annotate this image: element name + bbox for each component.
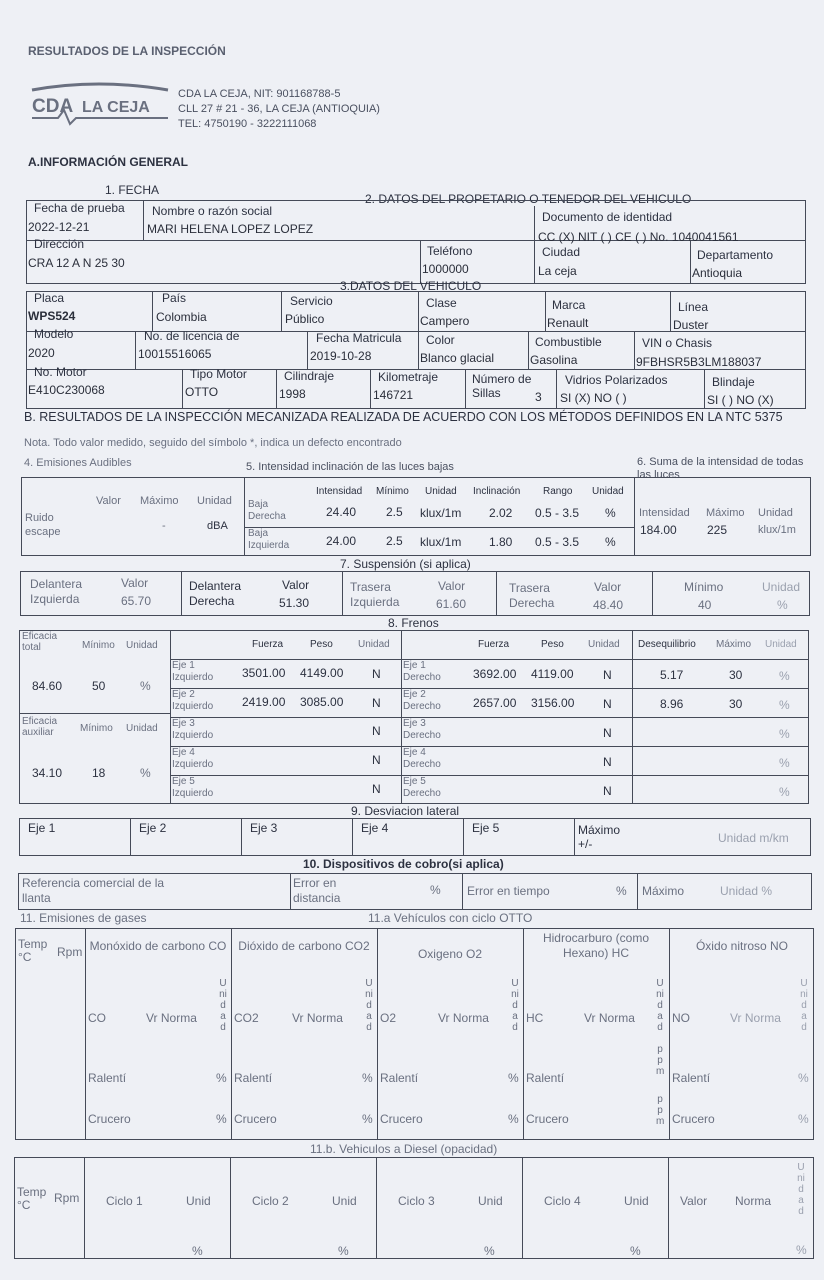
documento-label: Documento de identidad — [542, 210, 673, 224]
cobro-error-tiempo: Error en tiempo — [467, 884, 550, 898]
gas-code: NO — [672, 1011, 690, 1025]
gas-vr-norma: Vr Norma — [438, 1011, 489, 1025]
vin-value: 9FBHSR5B3LM188037 — [636, 355, 762, 369]
tipo-motor-value: OTTO — [185, 385, 219, 399]
vidrios-label: Vidrios Polarizados — [565, 373, 668, 387]
freno-deseq: 5.17 — [660, 668, 684, 682]
diesel-ciclo: Ciclo 2 — [252, 1194, 289, 1208]
luces-cell: 0.5 - 3.5 — [535, 535, 580, 549]
gas-crucero: Crucero — [380, 1112, 423, 1126]
diesel-unid: Unid — [624, 1194, 649, 1208]
licencia-label: No. de licencia de — [144, 329, 240, 343]
gas-title: Hidrocarburo (como Hexano) HC — [542, 931, 650, 960]
diesel-temp: Temp °C — [17, 1185, 47, 1212]
eficacia-total: 84.60 — [32, 679, 63, 693]
nombre-value: MARI HELENA LOPEZ LOPEZ — [147, 222, 314, 236]
diesel-ciclo: Ciclo 4 — [544, 1194, 581, 1208]
luces-cell: 2.5 — [386, 534, 403, 548]
gases-title: 11. Emisiones de gases — [20, 911, 147, 925]
freno-unidad: N — [603, 755, 612, 769]
luces-cell: klux/1m — [420, 535, 462, 549]
freno-peso: 3156.00 — [531, 696, 575, 710]
frenos-h-unidad-d: Unidad — [588, 639, 620, 650]
freno-eje-label: Eje 2 Izquierdo — [172, 689, 214, 712]
gas-unidad-vert: Unidad — [800, 978, 808, 1033]
gas-ralenti: Ralentí — [380, 1071, 419, 1085]
suspension-valor: 51.30 — [279, 596, 310, 610]
freno-eje-label: Eje 5 Izquierdo — [172, 776, 214, 799]
matricula-value: 2019-10-28 — [310, 349, 372, 363]
frenos-h-fuerza-d: Fuerza — [478, 639, 510, 650]
diesel-pct: % — [630, 1244, 641, 1258]
pais-value: Colombia — [156, 310, 207, 324]
suma-intensidad: 184.00 — [640, 523, 677, 537]
gas-ralenti: Ralentí — [526, 1071, 565, 1085]
diesel-unid: Unid — [478, 1194, 503, 1208]
gas-unidad-vert: Unidad — [656, 978, 664, 1033]
tipo-motor-label: Tipo Motor — [190, 367, 247, 381]
suspension-valor: 61.60 — [436, 597, 467, 611]
freno-u: % — [779, 698, 790, 712]
cobro-pct: % — [616, 884, 627, 898]
gases-rpm: Rpm — [57, 945, 83, 959]
eficacia-minimo-label: Mínimo — [82, 640, 115, 651]
gas-unidad-vert: Unidad — [511, 978, 519, 1033]
luces-cell: % — [605, 506, 616, 520]
audibles-unidad: dBA — [207, 520, 228, 532]
suspension-valor: 48.40 — [593, 598, 624, 612]
color-label: Color — [426, 333, 455, 347]
frenos-h-peso: Peso — [310, 639, 333, 650]
freno-eje-label: Eje 4 Izquierdo — [172, 747, 214, 770]
audibles-maximo-label: Máximo — [140, 495, 179, 507]
freno-fuerza: 3692.00 — [473, 667, 517, 681]
freno-unidad: N — [603, 726, 612, 740]
luces-row-label: Baja Izquierda — [248, 528, 290, 551]
section-general: A.INFORMACIÓN GENERAL — [28, 155, 188, 169]
eficacia-unidad-label: Unidad — [126, 640, 158, 651]
frenos-h-fuerza: Fuerza — [252, 639, 284, 650]
marca-value: Renault — [547, 316, 589, 330]
modelo-label: Modelo — [34, 327, 74, 341]
eficacia-aux: 34.10 — [32, 766, 63, 780]
ciudad-label: Ciudad — [542, 245, 581, 259]
gas-crucero: Crucero — [672, 1112, 715, 1126]
diesel-valor: Valor — [680, 1194, 708, 1208]
departamento-label: Departamento — [697, 248, 774, 262]
suspension-item-label: Trasera Derecha — [509, 581, 555, 610]
luces-cell: 2.02 — [489, 506, 513, 520]
sillas-value: 3 — [535, 390, 542, 404]
suspension-unidad-label: Unidad — [762, 580, 801, 594]
eficacia-aux-unit: % — [140, 766, 151, 780]
luces-h-rango: Rango — [543, 486, 573, 497]
luces-h-minimo: Mínimo — [376, 486, 409, 497]
telefono-label: Teléfono — [427, 244, 473, 258]
freno-eje-label: Eje 3 Derecho — [403, 718, 441, 741]
gas-ppm-vert: ppm — [656, 1044, 665, 1077]
luces-cell: 1.80 — [489, 535, 513, 549]
resultados-nota: Nota. Todo valor medido, seguido del símbolo *, indica un defecto encontrado — [24, 437, 402, 449]
gas-title: Dióxido de carbono CO2 — [238, 939, 370, 953]
propietario-title: 2. DATOS DEL PROPETARIO O TENEDOR DEL VEHICULO — [365, 192, 692, 206]
sillas-label: Número de Sillas — [472, 372, 532, 400]
desviacion-eje: Eje 3 — [250, 821, 278, 835]
suspension-valor-label: Valor — [438, 579, 466, 593]
freno-u: % — [779, 727, 790, 741]
company-logo — [28, 80, 174, 126]
diesel-unidad-vert: Unidad — [797, 1162, 805, 1217]
freno-unidad: N — [372, 782, 381, 796]
gas-code: O2 — [380, 1011, 397, 1025]
diesel-rpm: Rpm — [54, 1191, 80, 1205]
kilometraje-value: 146721 — [373, 388, 414, 402]
desviacion-eje: Eje 5 — [472, 821, 500, 835]
freno-fuerza: 2419.00 — [242, 695, 286, 709]
servicio-label: Servicio — [290, 294, 333, 308]
cilindraje-label: Cilindraje — [284, 369, 335, 383]
telefono-value: 1000000 — [422, 262, 469, 276]
freno-eje-label: Eje 1 Izquierdo — [172, 660, 214, 683]
modelo-value: 2020 — [28, 346, 55, 360]
gas-unit: % — [216, 1071, 227, 1085]
desviacion-eje: Eje 4 — [361, 821, 389, 835]
suma-title: 6. Suma de la intensidad de todas las luces — [637, 456, 804, 481]
gas-code: CO — [88, 1011, 106, 1025]
freno-unidad: N — [372, 696, 381, 710]
gas-ppm-vert: ppm — [656, 1094, 665, 1127]
cobro-error-distancia: Error en distancia — [293, 876, 341, 905]
freno-peso: 4119.00 — [531, 667, 574, 681]
gases-otto-title: 11.a Vehículos con ciclo OTTO — [368, 911, 533, 925]
luces-h-intensidad: Intensidad — [316, 486, 363, 497]
gas-title: Oxigeno O2 — [417, 947, 483, 961]
freno-unidad: N — [372, 753, 381, 767]
suspension-valor: 65.70 — [121, 594, 152, 608]
vidrios-value: SI (X) NO ( ) — [560, 391, 627, 405]
nombre-label: Nombre o razón social — [152, 204, 273, 218]
color-value: Blanco glacial — [420, 351, 495, 365]
audibles-valor-label: Valor — [96, 495, 121, 507]
suma-h-unidad: Unidad — [758, 507, 793, 519]
luces-h-unidad2: Unidad — [592, 486, 624, 497]
svg-text:LA CEJA: LA CEJA — [82, 99, 150, 116]
desviacion-unidad: Unidad m/km — [718, 831, 789, 845]
gas-unit: % — [216, 1112, 227, 1126]
frenos-h-unidad-r: Unidad — [765, 639, 797, 650]
vehiculo-title: 3.DATOS DEL VEHICULO — [340, 279, 482, 293]
freno-u: % — [779, 669, 790, 683]
gas-unit: % — [798, 1071, 809, 1085]
cobro-pct: % — [430, 883, 441, 897]
eficacia-aux-min: 18 — [92, 766, 106, 780]
diesel-title: 11.b. Vehiculos a Diesel (opacidad) — [310, 1142, 498, 1156]
gas-crucero: Crucero — [526, 1112, 569, 1126]
motor-label: No. Motor — [34, 365, 87, 379]
gas-crucero: Crucero — [88, 1112, 131, 1126]
eficacia-total-label: Eficacia total — [22, 631, 58, 653]
audibles-unidad-label: Unidad — [197, 495, 232, 507]
luces-row-label: Baja Derecha — [248, 499, 286, 522]
diesel-unidad-pct: % — [796, 1243, 807, 1257]
page-title: RESULTADOS DE LA INSPECCIÓN — [28, 44, 226, 58]
freno-maximo: 30 — [729, 668, 743, 682]
ruido-escape-label: Ruido escape — [25, 512, 61, 538]
desviacion-eje: Eje 2 — [139, 821, 167, 835]
freno-u: % — [779, 785, 790, 799]
cilindraje-value: 1998 — [279, 387, 306, 401]
freno-maximo: 30 — [729, 697, 743, 711]
cobro-unidad: Unidad % — [720, 884, 773, 898]
suspension-item-label: Trasera Izquierda — [350, 580, 400, 609]
gas-code: CO2 — [234, 1011, 259, 1025]
gas-ralenti: Ralentí — [88, 1071, 127, 1085]
gas-ralenti: Ralentí — [672, 1071, 711, 1085]
fecha-prueba-value: 2022-12-21 — [28, 220, 90, 234]
luces-cell: 24.00 — [326, 534, 357, 548]
freno-unidad: N — [603, 784, 612, 798]
luces-cell: 2.5 — [386, 505, 403, 519]
freno-deseq: 8.96 — [660, 697, 684, 711]
freno-fuerza: 2657.00 — [473, 696, 517, 710]
audibles-luces-table — [21, 477, 811, 556]
suma-h-maximo: Máximo — [706, 507, 745, 519]
freno-u: % — [779, 756, 790, 770]
cobro-referencia: Referencia comercial de la llanta — [22, 876, 165, 905]
suma-h-intensidad: Intensidad — [639, 507, 690, 519]
gas-ralenti: Ralentí — [234, 1071, 273, 1085]
frenos-h-maximo: Máximo — [716, 639, 752, 650]
eficacia-aux-label: Eficacia auxiliar — [22, 716, 58, 738]
gas-unit: % — [362, 1071, 373, 1085]
freno-unidad: N — [603, 697, 612, 711]
luces-cell: 0.5 - 3.5 — [535, 506, 580, 520]
blindaje-label: Blindaje — [712, 375, 755, 389]
gas-unidad-vert: Unidad — [219, 978, 227, 1033]
diesel-norma: Norma — [735, 1194, 772, 1208]
diesel-unid: Unid — [332, 1194, 357, 1208]
combustible-label: Combustible — [535, 335, 602, 349]
linea-value: Duster — [673, 318, 709, 332]
freno-eje-label: Eje 5 Derecho — [403, 776, 441, 799]
gases-temp: Temp °C — [18, 937, 48, 964]
suspension-minimo: 40 — [698, 598, 712, 612]
combustible-value: Gasolina — [530, 353, 578, 367]
diesel-pct: % — [338, 1244, 349, 1258]
suma-maximo: 225 — [707, 523, 728, 537]
cobro-title: 10. Dispositivos de cobro(si aplica) — [303, 857, 504, 871]
desviacion-table — [19, 818, 811, 856]
frenos-h-deseq: Desequilibrio — [638, 639, 696, 650]
diesel-ciclo: Ciclo 3 — [398, 1194, 435, 1208]
frenos-h-peso-d: Peso — [541, 639, 564, 650]
desviacion-title: 9. Desviacion lateral — [351, 804, 460, 818]
frenos-title: 8. Frenos — [388, 616, 439, 630]
svg-text:CDA: CDA — [32, 96, 74, 117]
gas-unidad-vert: Unidad — [365, 978, 373, 1033]
diesel-unid: Unid — [186, 1194, 211, 1208]
freno-unidad: N — [372, 667, 381, 681]
vin-label: VIN o Chasis — [642, 336, 713, 350]
company-nit: CDA LA CEJA, NIT: 901168788-5 — [178, 88, 341, 100]
luces-cell: 24.40 — [326, 505, 357, 519]
gas-vr-norma: Vr Norma — [292, 1011, 343, 1025]
gas-vr-norma: Vr Norma — [146, 1011, 197, 1025]
luces-cell: klux/1m — [420, 506, 462, 520]
documento-value: CC (X) NIT ( ) CE ( ) No. 1040041561 — [538, 230, 739, 244]
motor-value: E410C230068 — [28, 383, 105, 397]
eficacia-total-unit: % — [140, 679, 151, 693]
suma-unidad: klux/1m — [758, 524, 796, 536]
eficacia-aux-minimo-label: Mínimo — [80, 723, 113, 734]
matricula-label: Fecha Matricula — [316, 331, 402, 345]
desviacion-eje: Eje 1 — [28, 821, 56, 835]
company-phone: TEL: 4750190 - 3222111068 — [178, 118, 317, 130]
gas-unit: % — [798, 1112, 809, 1126]
gas-unit: % — [508, 1071, 519, 1085]
marca-label: Marca — [552, 298, 586, 312]
diesel-ciclo: Ciclo 1 — [106, 1194, 143, 1208]
kilometraje-label: Kilometraje — [378, 370, 439, 384]
gas-vr-norma: Vr Norma — [730, 1011, 781, 1025]
suspension-valor-label: Valor — [121, 576, 149, 590]
freno-unidad: N — [603, 668, 612, 682]
cobro-maximo: Máximo — [642, 884, 685, 898]
freno-unidad: N — [372, 724, 381, 738]
company-address: CLL 27 # 21 - 36, LA CEJA (ANTIOQUIA) — [178, 103, 380, 115]
freno-peso: 3085.00 — [300, 695, 344, 709]
emisiones-audibles-title: 4. Emisiones Audibles — [24, 457, 132, 469]
suspension-title: 7. Suspensión (si aplica) — [340, 557, 471, 571]
placa-value: WPS524 — [28, 309, 76, 323]
freno-eje-label: Eje 4 Derecho — [403, 747, 441, 770]
freno-fuerza: 3501.00 — [242, 666, 286, 680]
clase-label: Clase — [426, 296, 457, 310]
gas-code: HC — [526, 1011, 544, 1025]
frenos-h-unidad: Unidad — [358, 639, 390, 650]
freno-eje-label: Eje 2 Derecho — [403, 689, 441, 712]
gas-crucero: Crucero — [234, 1112, 277, 1126]
suspension-minimo-label: Mínimo — [684, 580, 724, 594]
linea-label: Línea — [678, 300, 709, 314]
freno-peso: 4149.00 — [300, 666, 344, 680]
suspension-valor-label: Valor — [282, 578, 310, 592]
ciudad-value: La ceja — [538, 264, 577, 278]
suspension-valor-label: Valor — [594, 580, 622, 594]
servicio-value: Público — [285, 312, 325, 326]
freno-eje-label: Eje 3 Izquierdo — [172, 718, 214, 741]
diesel-pct: % — [192, 1244, 203, 1258]
direccion-label: Dirección — [34, 237, 85, 251]
blindaje-value: SI ( ) NO (X) — [707, 393, 774, 407]
licencia-value: 10015516065 — [138, 347, 212, 361]
eficacia-total-min: 50 — [92, 679, 106, 693]
diesel-pct: % — [484, 1244, 495, 1258]
luces-cell: % — [605, 535, 616, 549]
resultados-title: B. RESULTADOS DE LA INSPECCIÓN MECANIZADA REALIZADA DE ACUERDO CON LOS MÉTODOS DEFINIDOS EN LA NTC 5375 — [24, 410, 783, 424]
suspension-item-label: Delantera Derecha — [189, 579, 242, 608]
direccion-value: CRA 12 A N 25 30 — [28, 256, 125, 270]
gas-vr-norma: Vr Norma — [584, 1011, 635, 1025]
fecha-prueba-label: Fecha de prueba — [34, 201, 125, 215]
audibles-maximo: - — [162, 520, 166, 532]
gas-title: Monóxido de carbono CO — [89, 939, 227, 953]
clase-value: Campero — [420, 314, 470, 328]
placa-label: Placa — [34, 291, 65, 305]
fecha-title: 1. FECHA — [105, 183, 160, 197]
eficacia-aux-unidad-label: Unidad — [126, 723, 158, 734]
luces-h-unidad: Unidad — [425, 486, 457, 497]
pais-label: País — [162, 291, 187, 305]
desviacion-maximo: Máximo +/- — [578, 823, 621, 851]
suspension-unidad: % — [777, 598, 788, 612]
luces-h-inclinacion: Inclinación — [473, 486, 521, 497]
freno-eje-label: Eje 1 Derecho — [403, 660, 441, 683]
gas-unit: % — [508, 1112, 519, 1126]
suspension-item-label: Delantera Izquierda — [30, 577, 83, 606]
gas-title: Óxido nitroso NO — [695, 939, 789, 953]
luces-title: 5. Intensidad inclinación de las luces bajas — [246, 461, 454, 473]
gas-unit: % — [362, 1112, 373, 1126]
departamento-value: Antioquia — [692, 266, 743, 280]
